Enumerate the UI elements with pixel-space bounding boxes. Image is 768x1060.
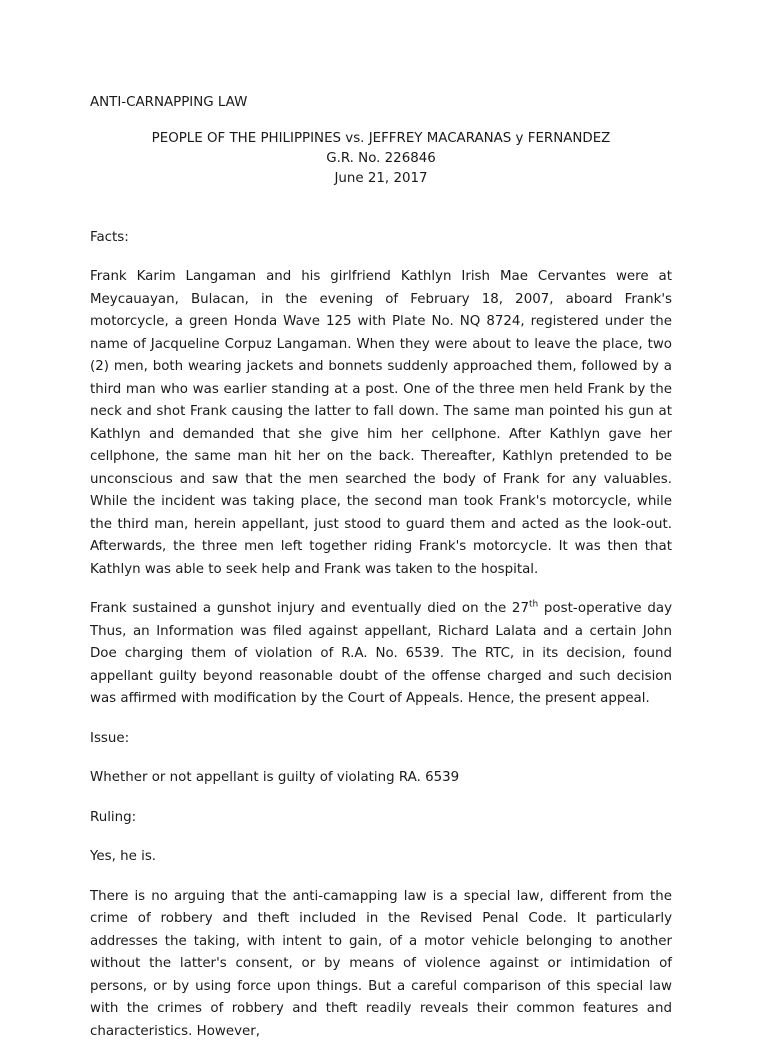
ruling-heading: Ruling: — [90, 809, 137, 825]
facts-heading: Facts: — [90, 229, 129, 245]
facts-paragraph-2-text-end: post-operative day Thus, an Information was filed against appellant, Richard Lalata and a certain John Doe charging them of violation of R.A. No. 6539. The RTC, in its decision, found appellant guilty beyond reasonable doubt of the offense charged and such decision was affirmed with modification by the Court of Appeals. Hence, the present appeal. — [90, 601, 673, 706]
ruling-answer: Yes, he is. — [90, 849, 157, 864]
case-parties: PEOPLE OF THE PHILIPPINES vs. JEFFREY MACARANAS y FERNANDEZ — [151, 130, 611, 146]
case-header — [90, 129, 672, 189]
issue-heading: Issue: — [90, 730, 130, 746]
case-date: June 21, 2017 — [334, 170, 428, 186]
ordinal-superscript: th — [528, 599, 539, 610]
facts-paragraph-2-text-start: Frank sustained a gunshot injury and eventually died on the 27 — [90, 601, 529, 616]
facts-paragraph-2 — [90, 598, 672, 711]
issue-text: Whether or not appellant is guilty of violating RA. 6539 — [90, 770, 460, 785]
document-page — [90, 92, 672, 1060]
document-title: ANTI-CARNAPPING LAW — [90, 95, 248, 110]
case-gr-number: G.R. No. 226846 — [326, 150, 436, 166]
ruling-paragraph: There is no arguing that the anti-camapping law is a special law, different from the crime of robbery and theft included in the Revised Penal Code. It particularly addresses the taking, with intent to gain, of a motor vehicle belonging to another without the latter's consent, or by means of violence against or intimidation of persons, or by using force upon things. But a careful comparison of this special law with the crimes of robbery and theft readily reveals their common features and characteristics. However, — [90, 888, 672, 1039]
facts-paragraph-1: Frank Karim Langaman and his girlfriend Kathlyn Irish Mae Cervantes were at Meycauayan, Bulacan, in the evening of February 18, 2007, aboard Frank's motorcycle, a green Honda Wave 125 with Plate No. NQ 8724, registered under the name of Jacqueline Corpuz Langaman. When they were about to leave the place, two (2) men, both wearing jackets and bonnets suddenly approached them, followed by a third man who was earlier standing at a post. One of the three men held Frank by the neck and shot Frank causing the latter to fall down. The same man pointed his gun at Kathlyn and demanded that she give him her cellphone. After Kathlyn gave her cellphone, the same man hit her on the back. Thereafter, Kathlyn pretended to be unconscious and saw that the men searched the body of Frank for any valuables. While the incident was taking place, the second man took Frank's motorcycle, while the third man, herein appellant, just stood to guard them and acted as the look-out. Afterwards, the three men left together riding Frank's motorcycle. It was then that Kathlyn was able to seek help and Frank was taken to the hospital. — [90, 269, 672, 577]
